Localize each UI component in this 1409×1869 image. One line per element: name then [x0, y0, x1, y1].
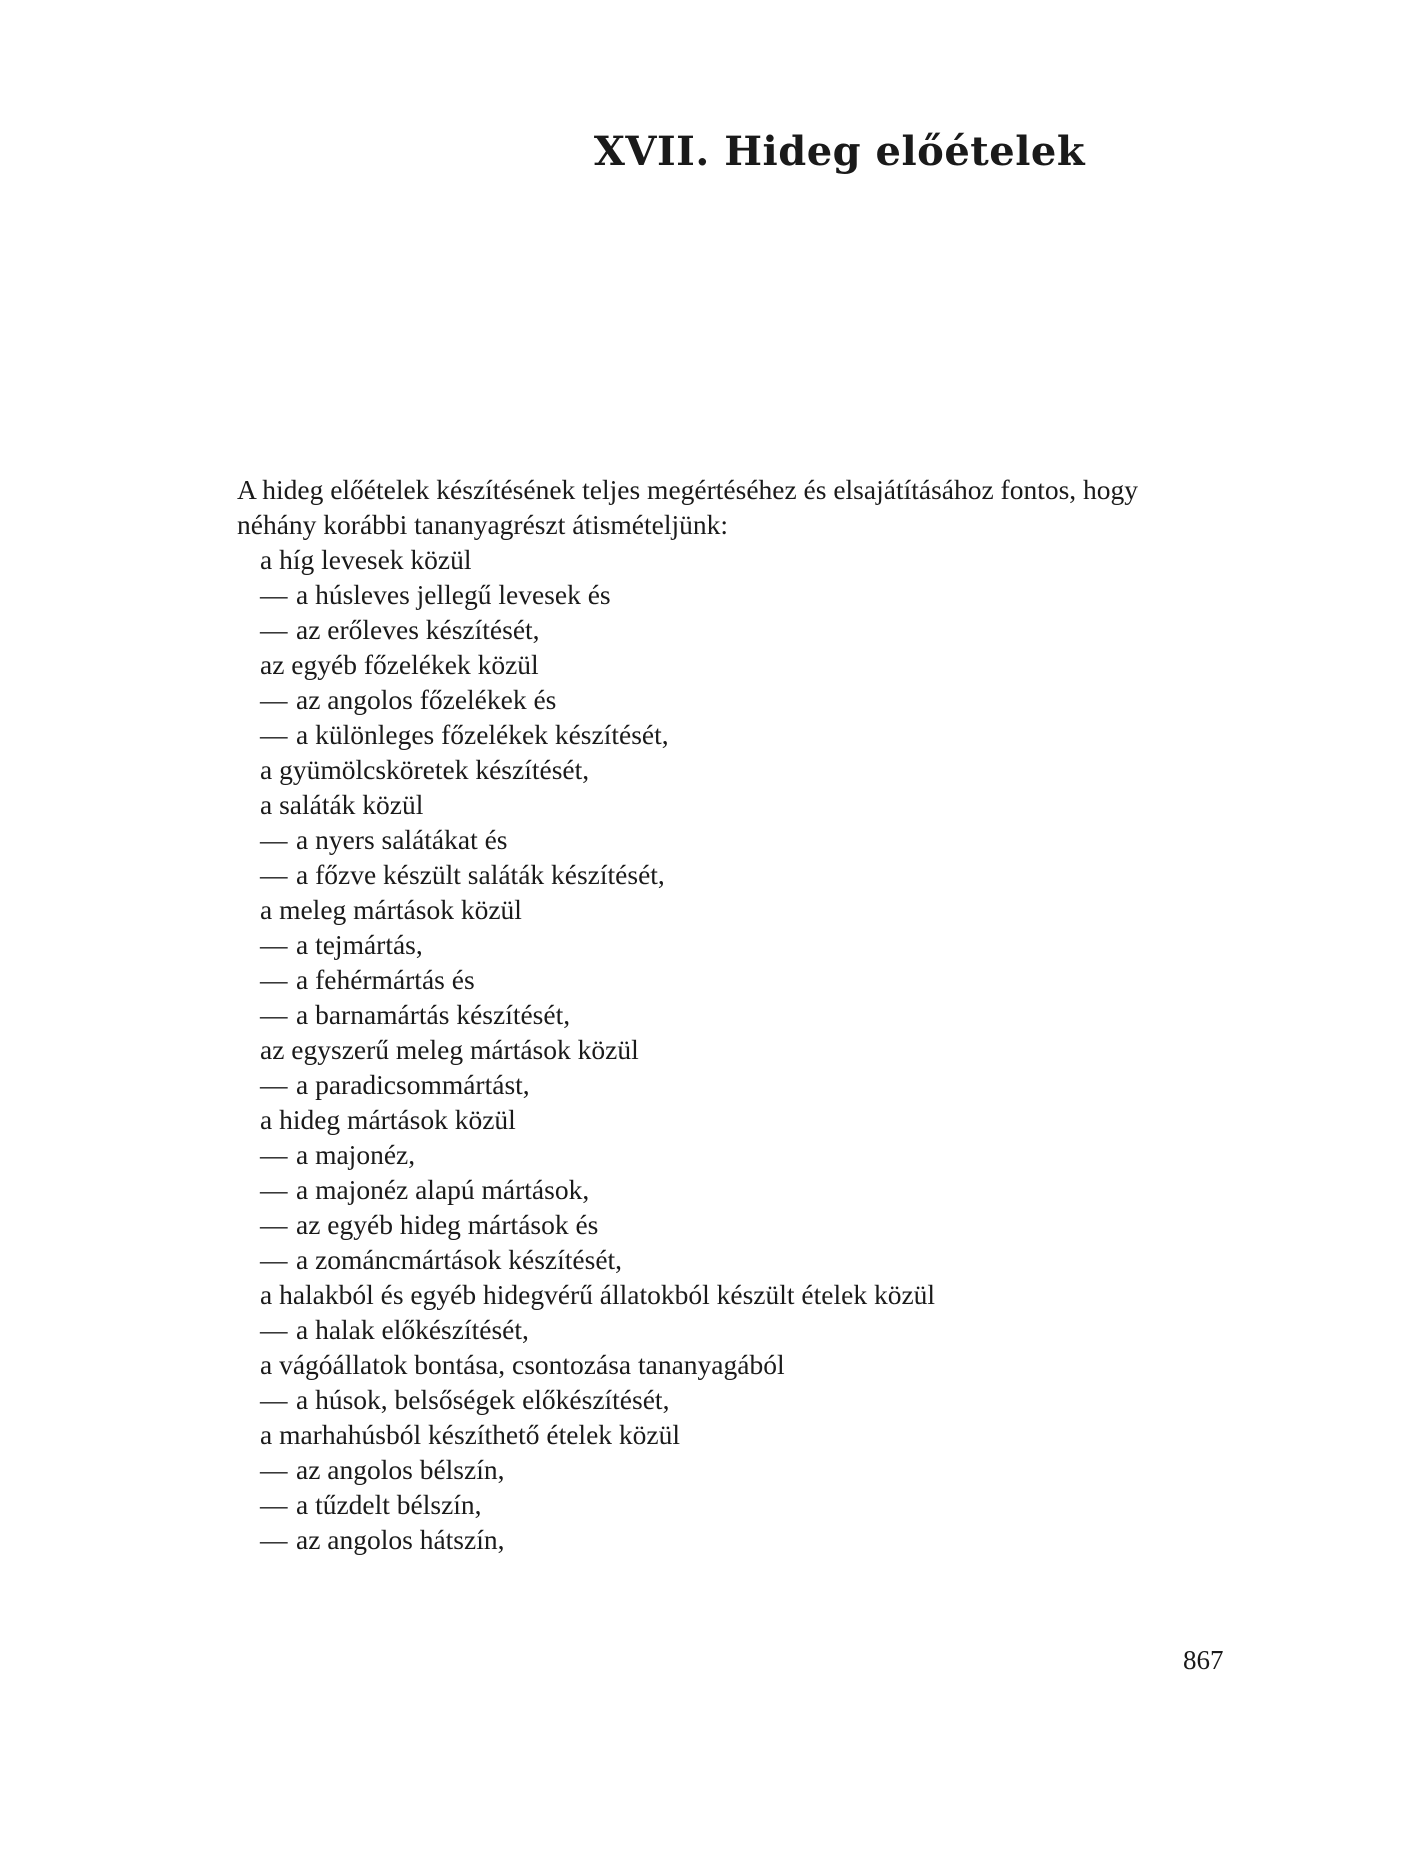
- list-subitem-text: a paradicsommártást,: [296, 1069, 530, 1100]
- list-subitem-text: az angolos bélszín,: [296, 1454, 505, 1485]
- dash-marker: —: [260, 929, 288, 960]
- list-subitem: [237, 577, 1237, 612]
- list-subitem-text: a zománcmártások készítését,: [296, 1244, 623, 1275]
- dash-marker: —: [260, 614, 288, 645]
- dash-marker: —: [260, 1454, 288, 1485]
- list-subitem-text: a barnamártás készítését,: [296, 999, 571, 1030]
- list-subitem: [237, 962, 1237, 997]
- list-subitem: [237, 927, 1237, 962]
- list-item: a halakból és egyéb hidegvérű állatokból készült ételek közül: [260, 1279, 936, 1310]
- dash-marker: —: [260, 1244, 288, 1275]
- dash-marker: —: [260, 1489, 288, 1520]
- list-subitem-text: a húsok, belsőségek előkészítését,: [296, 1384, 670, 1415]
- list-subitem-text: a halak előkészítését,: [296, 1314, 529, 1345]
- list-subitem-text: az angolos főzelékek és: [296, 684, 557, 715]
- intro-line: néhány korábbi tananyagrészt átismételjünk:: [237, 509, 729, 540]
- list-subitem-text: az angolos hátszín,: [296, 1524, 505, 1555]
- list-item: a saláták közül: [260, 789, 424, 820]
- list-item: az egyszerű meleg mártások közül: [260, 1034, 639, 1065]
- list-subitem: [237, 1137, 1237, 1172]
- dash-marker: —: [260, 1314, 288, 1345]
- list-subitem: [237, 1067, 1237, 1102]
- dash-marker: —: [260, 1174, 288, 1205]
- list-subitem: [237, 857, 1237, 892]
- list-item: a meleg mártások közül: [260, 894, 522, 925]
- list-subitem-text: a különleges főzelékek készítését,: [296, 719, 669, 750]
- list-subitem: [237, 612, 1237, 647]
- list-subitem-text: a főzve készült saláták készítését,: [296, 859, 665, 890]
- list-subitem: [237, 997, 1237, 1032]
- dash-marker: —: [260, 1524, 288, 1555]
- list-subitem-text: a majonéz,: [296, 1139, 416, 1170]
- list-item: a marhahúsból készíthető ételek közül: [260, 1419, 680, 1450]
- intro-line: A hideg előételek készítésének teljes megértéséhez és elsajátításához fontos, hogy: [237, 474, 1139, 505]
- dash-marker: —: [260, 859, 288, 890]
- list-item: a hideg mártások közül: [260, 1104, 516, 1135]
- list-subitem: [237, 1522, 1237, 1557]
- list-item: a gyümölcsköretek készítését,: [260, 754, 590, 785]
- dash-marker: —: [260, 999, 288, 1030]
- list-subitem: [237, 1172, 1237, 1207]
- list-subitem-text: a tejmártás,: [296, 929, 423, 960]
- list-subitem: [237, 717, 1237, 752]
- list-subitem: [237, 822, 1237, 857]
- body-text: [237, 472, 1237, 1557]
- dash-marker: —: [260, 1384, 288, 1415]
- list-subitem-text: a nyers salátákat és: [296, 824, 508, 855]
- list-subitem: [237, 1452, 1237, 1487]
- list-item: a vágóállatok bontása, csontozása tananyagából: [260, 1349, 785, 1380]
- list-item: az egyéb főzelékek közül: [260, 649, 539, 680]
- list-subitem-text: az erőleves készítését,: [296, 614, 540, 645]
- dash-marker: —: [260, 579, 288, 610]
- list-item: a híg levesek közül: [260, 544, 472, 575]
- list-subitem-text: az egyéb hideg mártások és: [296, 1209, 599, 1240]
- chapter-title: XVII. Hideg előételek: [593, 128, 1086, 175]
- list-subitem: [237, 1242, 1237, 1277]
- list-subitem-text: a húsleves jellegű levesek és: [296, 579, 611, 610]
- list-subitem: [237, 1487, 1237, 1522]
- list-subitem-text: a tűzdelt bélszín,: [296, 1489, 482, 1520]
- list-subitem: [237, 1382, 1237, 1417]
- page-number: 867: [1183, 1645, 1224, 1675]
- list-subitem-text: a majonéz alapú mártások,: [296, 1174, 590, 1205]
- list-subitem: [237, 682, 1237, 717]
- dash-marker: —: [260, 1209, 288, 1240]
- dash-marker: —: [260, 964, 288, 995]
- dash-marker: —: [260, 1069, 288, 1100]
- list-subitem-text: a fehérmártás és: [296, 964, 475, 995]
- dash-marker: —: [260, 1139, 288, 1170]
- dash-marker: —: [260, 824, 288, 855]
- dash-marker: —: [260, 684, 288, 715]
- list-subitem: [237, 1312, 1237, 1347]
- dash-marker: —: [260, 719, 288, 750]
- list-subitem: [237, 1207, 1237, 1242]
- review-topic-list: [237, 542, 1237, 1557]
